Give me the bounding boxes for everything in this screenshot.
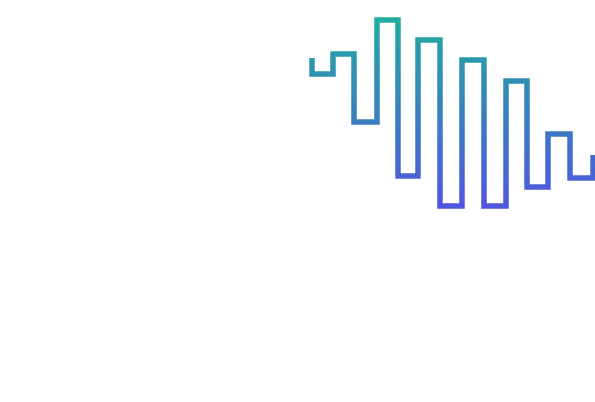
square-wave-path — [312, 20, 593, 206]
